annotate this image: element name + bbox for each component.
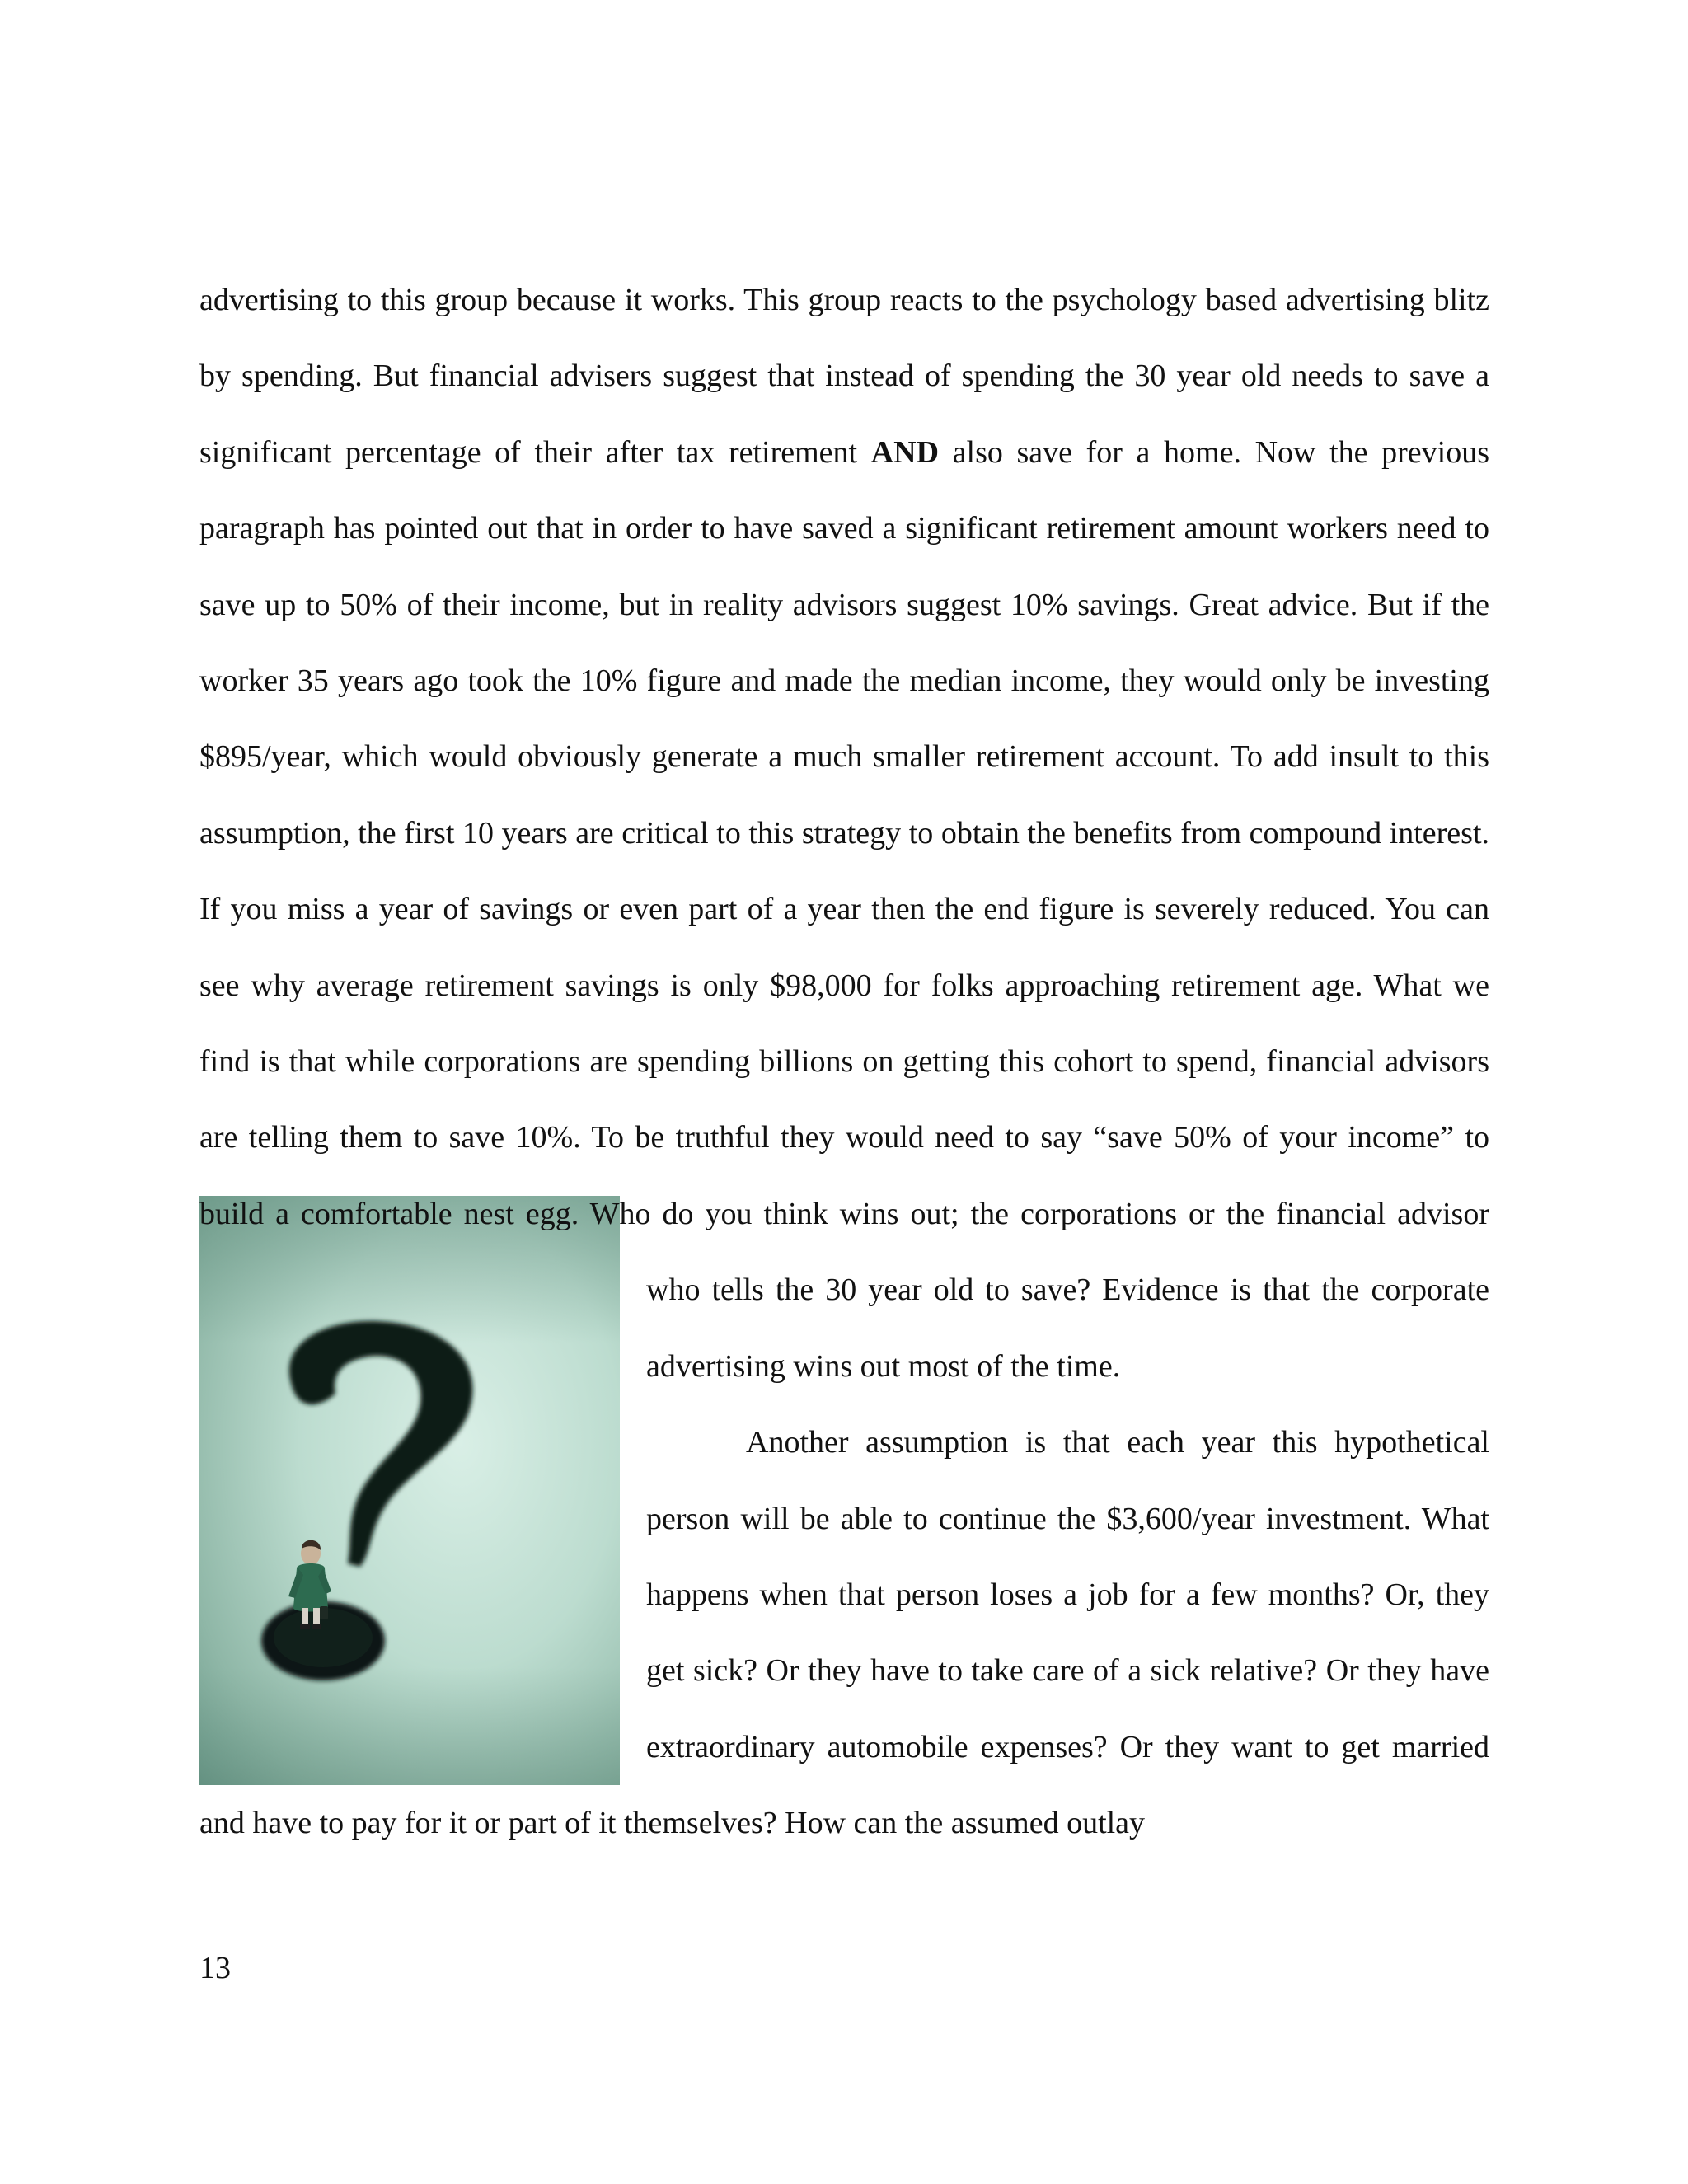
- body-text: [199, 262, 1489, 1862]
- paragraph-1-middle: also save for a home. Now the previous paragraph has pointed out that in order to have saved a significant retirement amount workers need to save up to 50% of their income, but in reality advisors suggest 10% savings. Great advice. But if the worker 35 years ago took the 10% figure and made the median income, they would only be investing $895/year, which would obviously generate a much smaller retirement account. To add insult to this assumption, the first 10 years are critical to this strategy to obtain the benefits from compound interest. If you miss a year of savings or even part of a year then the end figure is severely reduced. You can see why average retirement savings is only $98,000 for folks approaching retirement age. What we find is that while corporations are spending billions on getting this cohort to spend, financial advisors are telling them to save 10%. To be truthful they would need to say “save 50% of your income” to build a comfortable nest: [199, 434, 1489, 1231]
- paragraph-1-end: egg. Who do you think wins out; the corporations or the financial advisor who tells the 30 year old to save? Evidence is that the corporate advertising wins out most of the time.: [513, 1196, 1489, 1384]
- paragraph-1: [199, 262, 1489, 1404]
- page-number: 13: [199, 1951, 231, 1985]
- emphasis-and: AND: [870, 434, 940, 470]
- question-mark-figurine-icon: [199, 1196, 620, 1785]
- paragraph-1-start: advertising to this group because it works. This group reacts to the psychology based advertising blitz by spending. But financial advisers suggest that instead of spending the 30 year old needs to save a significant percentage of their after tax retirement: [199, 283, 1489, 470]
- paragraph-2-text: Another assumption is that each year this hypothetical person will be able to continue the $3,600/year investment. What happens when that person loses a job for a few months? Or, they get sick? Or they have to take care of a sick relative? Or they have extraordinary automobile expenses? Or they want to get married and have to pay for it or part of it themselves? How can the assumed outlay: [199, 1425, 1489, 1841]
- question-mark-image: [199, 1196, 620, 1785]
